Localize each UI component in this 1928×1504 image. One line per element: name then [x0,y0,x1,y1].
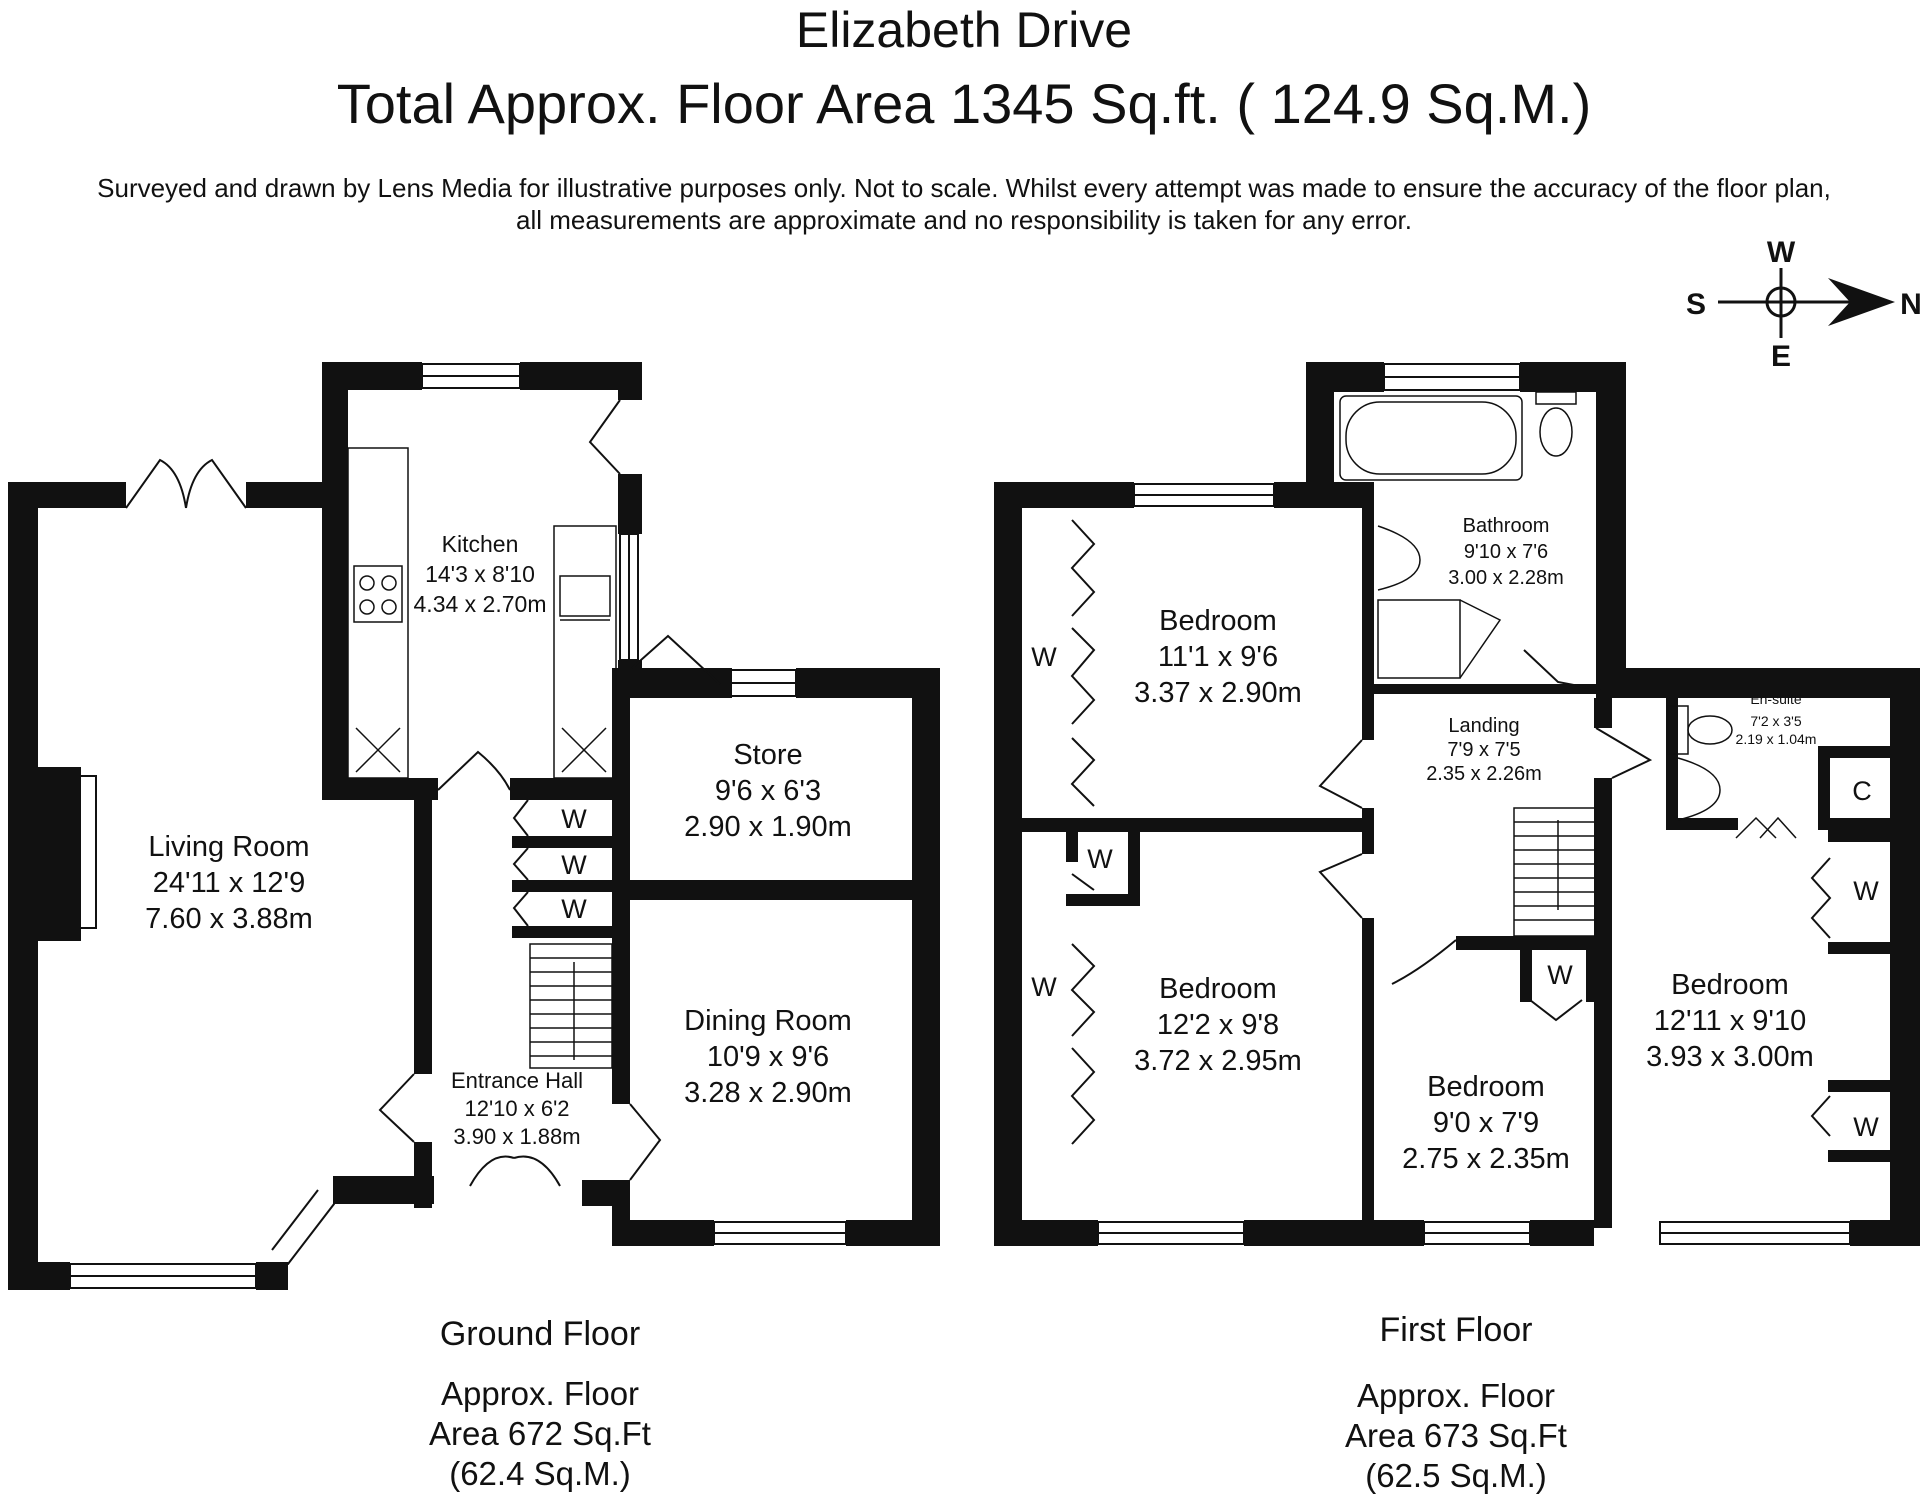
compass-north: N [1900,288,1922,321]
ensuite-metric: 2.19 x 1.04m [1735,731,1817,747]
dining-room-name: Dining Room [684,1005,852,1037]
ground-floor-labels [145,531,852,1149]
wardrobe-label: W [1031,642,1057,672]
first-floor-labels [1031,515,1879,1175]
ensuite-name: En-suite [1750,691,1802,707]
ground-floor-area-line-1: Approx. Floor [440,1375,640,1412]
bedroom-1-imperial: 11'1 x 9'6 [1157,641,1279,673]
first-floor-area-line-3: (62.5 Sq.M.) [1365,1457,1547,1494]
compass-east: E [1770,340,1792,373]
first-floor-area-line-2: Area 673 Sq.Ft [1345,1417,1567,1454]
store-metric: 2.90 x 1.90m [684,811,852,843]
bathroom-fittings [1340,392,1796,838]
landing-imperial: 7'9 x 7'5 [1447,739,1521,761]
ground-floor-wardrobes [514,800,528,926]
bathroom-name: Bathroom [1462,515,1550,537]
living-room-imperial: 24'11 x 12'9 [152,867,306,899]
disclaimer-line-2: all measurements are approximate and no responsibility is taken for any error. [516,205,1412,235]
wardrobe-label: W [1031,972,1057,1002]
bathroom-metric: 3.00 x 2.28m [1448,567,1564,589]
wardrobe-label: W [1853,1112,1879,1142]
bedroom-4-name: Bedroom [1671,969,1789,1001]
compass-rose [1686,236,1922,373]
living-room-metric: 7.60 x 3.88m [145,903,313,935]
kitchen-name: Kitchen [441,531,519,557]
entrance-hall-imperial: 12'10 x 6'2 [464,1096,570,1121]
cupboard-label: C [1852,776,1872,806]
ground-floor-area-line-3: (62.4 Sq.M.) [449,1455,631,1492]
dining-room-imperial: 10'9 x 9'6 [706,1041,830,1073]
store-imperial: 9'6 x 6'3 [714,775,822,807]
bedroom-1-name: Bedroom [1159,605,1277,637]
bedroom-2-imperial: 12'2 x 9'8 [1156,1009,1280,1041]
wardrobe-label: W [561,804,587,834]
ground-floor-stairs [530,944,612,1068]
wardrobe-label: W [561,850,587,880]
wardrobe-label: W [561,894,587,924]
landing-name: Landing [1448,715,1520,737]
disclaimer-line-1: Surveyed and drawn by Lens Media for illustrative purposes only. Not to scale. Whilst every attempt was made to ensure the accuracy of the floor plan, [97,173,1831,203]
bedroom-1-metric: 3.37 x 2.90m [1134,677,1302,709]
ground-floor-area-line-2: Area 672 Sq.Ft [429,1415,651,1452]
total-floor-area: Total Approx. Floor Area 1345 Sq.ft. ( 124.9 Sq.M.) [336,72,1592,135]
store-name: Store [733,739,803,771]
bedroom-3-metric: 2.75 x 2.35m [1402,1143,1570,1175]
plan-title: Elizabeth Drive [795,2,1133,58]
ground-floor-label: Ground Floor [439,1315,641,1353]
ensuite-imperial: 7'2 x 3'5 [1750,713,1802,729]
first-floor-area-line-1: Approx. Floor [1356,1377,1556,1414]
compass-west: W [1766,236,1796,269]
first-floor-label: First Floor [1379,1311,1533,1349]
bathroom-imperial: 9'10 x 7'6 [1463,541,1549,563]
wardrobe-label: W [1087,844,1113,874]
bedroom-4-imperial: 12'11 x 9'10 [1653,1005,1807,1037]
compass-south: S [1685,288,1707,321]
kitchen-imperial: 14'3 x 8'10 [425,561,535,587]
entrance-hall-metric: 3.90 x 1.88m [453,1124,581,1149]
kitchen-metric: 4.34 x 2.70m [413,591,547,617]
bedroom-2-name: Bedroom [1159,973,1277,1005]
bedroom-4-metric: 3.93 x 3.00m [1646,1041,1814,1073]
entrance-hall-name: Entrance Hall [450,1068,584,1093]
wardrobe-label: W [1547,960,1573,990]
dining-room-metric: 3.28 x 2.90m [684,1077,852,1109]
bedroom-3-imperial: 9'0 x 7'9 [1432,1107,1540,1139]
living-room-name: Living Room [148,831,310,863]
bedroom-3-name: Bedroom [1427,1071,1545,1103]
first-floor-stairs [1514,808,1596,936]
bedroom-2-metric: 3.72 x 2.95m [1134,1045,1302,1077]
wardrobe-label: W [1853,876,1879,906]
landing-metric: 2.35 x 2.26m [1426,763,1542,785]
